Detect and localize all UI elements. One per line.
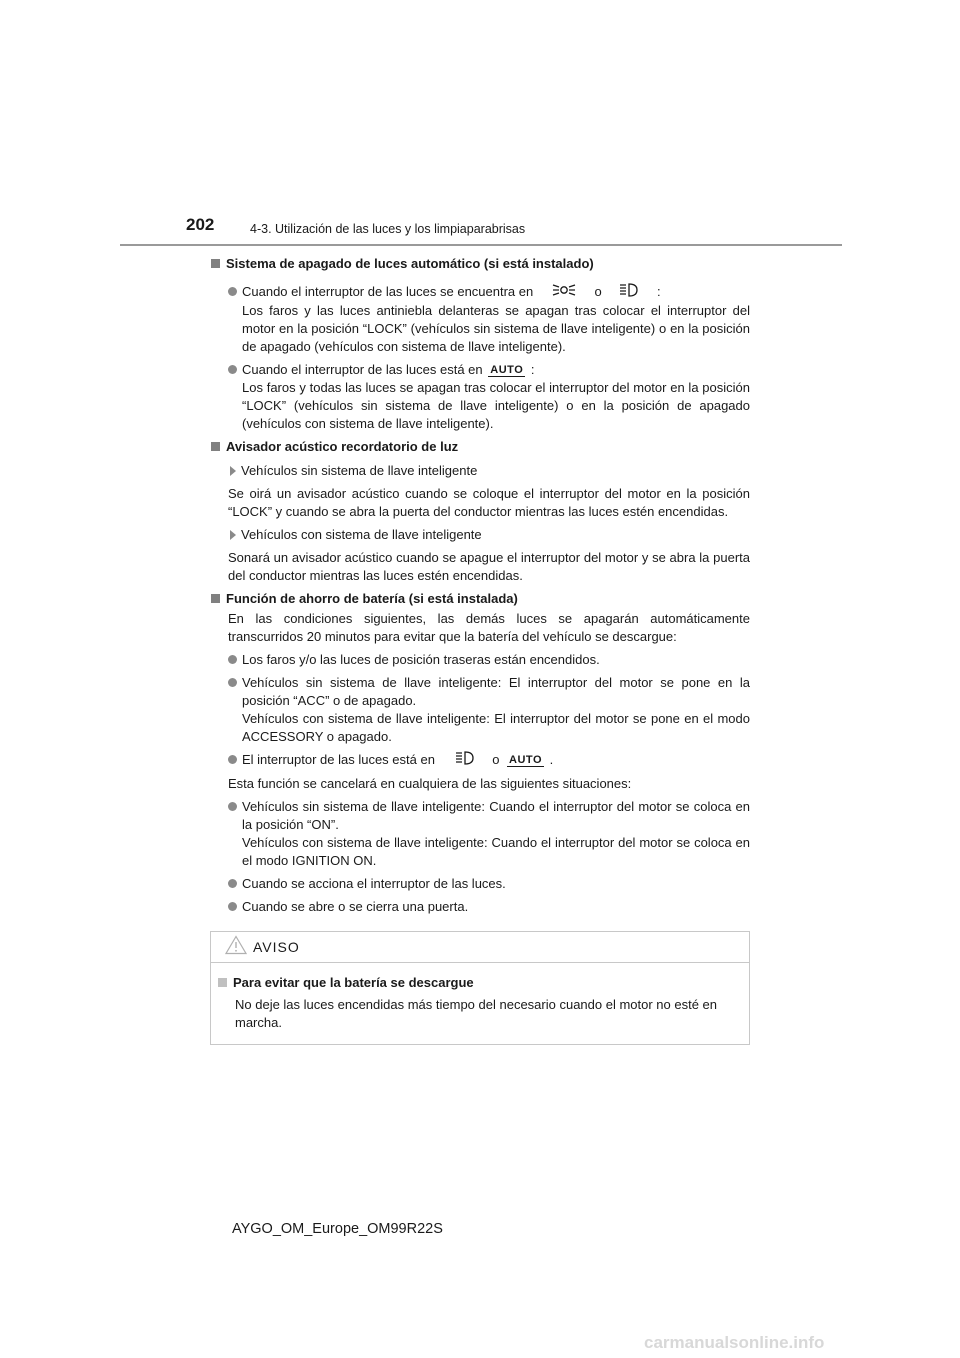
bullet-prefix: El interruptor de las luces está en (242, 752, 435, 768)
list-item (228, 875, 750, 893)
round-bullet-icon (228, 755, 237, 764)
bullet-prefix: Cuando el interruptor de las luces se encuentra en (242, 284, 534, 299)
sub-heading (228, 526, 750, 544)
bullet-body: Los faros y las luces antiniebla delanteras se apagan tras colocar el interruptor del motor en la posición “LOCK” (vehículos sin sistema de llave inteligente) o en la posición de apagado (vehículos con sistema de llave inteligente). (242, 303, 750, 355)
heading-text: Avisador acústico recordatorio de luz (226, 439, 459, 455)
warning-text: No deje las luces encendidas más tiempo del necesario cuando el motor no esté en marcha. (235, 997, 718, 1030)
section-heading-battery-saver (210, 590, 750, 608)
page-content (210, 255, 750, 921)
headlights-icon (455, 751, 475, 770)
heading-text: Sistema de apagado de luces automático (si está instalado) (226, 256, 594, 271)
bullet-body: Los faros y todas las luces se apagan tras colocar el interruptor del motor en la posición “LOCK” (vehículos sin sistema de llave inteligente) o en la posición de apagado (vehículos con sistema de llave inteligente). (242, 380, 750, 432)
list-item (228, 798, 750, 870)
square-bullet-icon (211, 594, 220, 603)
bullet-or: o (594, 284, 602, 299)
headlights-icon (619, 283, 639, 302)
section-header: 4-3. Utilización de las luces y los limpiaparabrisas (250, 222, 526, 236)
list-item (228, 898, 750, 916)
auto-icon: AUTO (490, 364, 524, 377)
bullet-prefix: Cuando el interruptor de las luces está en (242, 362, 483, 378)
bullet-colon: : (530, 362, 535, 378)
bullet-body: Vehículos con sistema de llave inteligente: Cuando el interruptor del motor se coloca en el modo IGNITION ON. (242, 835, 750, 869)
parking-lights-icon (551, 283, 577, 302)
list-item (228, 283, 750, 356)
triangle-bullet-icon (230, 530, 236, 540)
list-item (228, 361, 750, 433)
paragraph: Sonará un avisador acústico cuando se apague el interruptor del motor y se abra la puerta del conductor mientras las luces estén encendidas. (228, 550, 750, 584)
round-bullet-icon (228, 365, 237, 374)
section-heading-reminder-buzzer (210, 438, 750, 456)
paragraph: Esta función se cancelará en cualquiera de las siguientes situaciones: (228, 776, 632, 792)
section-heading-auto-off (210, 255, 750, 273)
bullet-body: Cuando se acciona el interruptor de las luces. (242, 876, 506, 892)
list-item (228, 651, 750, 669)
auto-icon: AUTO (509, 754, 543, 767)
document-footer: AYGO_OM_Europe_OM99R22S (232, 1221, 443, 1237)
square-bullet-icon (211, 442, 220, 451)
warning-box (210, 931, 750, 1045)
warning-body (211, 963, 749, 1032)
sub-heading (228, 462, 750, 480)
round-bullet-icon (228, 902, 237, 911)
square-bullet-icon (211, 259, 220, 268)
paragraph: Se oirá un avisador acústico cuando se coloque el interruptor del motor en la posición “LOCK” y cuando se abra la puerta del conductor mientras las luces estén encendidas. (228, 486, 750, 520)
warning-triangle-icon (225, 935, 247, 960)
round-bullet-icon (228, 879, 237, 888)
warning-header (211, 932, 749, 963)
triangle-bullet-icon (230, 466, 236, 476)
heading-text: Función de ahorro de batería (si está instalada) (226, 591, 518, 607)
bullet-or: o (492, 752, 500, 768)
warning-heading (217, 974, 743, 992)
bullet-end: . (549, 752, 554, 768)
bullet-body: Vehículos sin sistema de llave inteligente: Cuando el interruptor del motor se coloca en la posición “ON”. (242, 799, 750, 833)
heading-text: Para evitar que la batería se descargue (233, 975, 474, 990)
round-bullet-icon (228, 678, 237, 687)
watermark: carmanualsonline.info (644, 1333, 825, 1352)
round-bullet-icon (228, 287, 237, 296)
bullet-body: Cuando se abre o se cierra una puerta. (242, 899, 469, 915)
bullet-body: Vehículos sin sistema de llave inteligente: El interruptor del motor se pone en la posición “ACC” o de apagado. (242, 675, 750, 709)
sub-heading-text: Vehículos sin sistema de llave inteligente (241, 463, 478, 479)
header-divider (120, 244, 842, 246)
list-item (228, 674, 750, 746)
paragraph: En las condiciones siguientes, las demás luces se apagarán automáticamente transcurridos 20 minutos para evitar que la batería del vehículo se descargue: (228, 611, 750, 645)
page-number: 202 (186, 215, 215, 234)
list-item (228, 751, 750, 770)
bullet-body: Los faros y/o las luces de posición traseras están encendidos. (242, 652, 600, 668)
bullet-colon: : (656, 284, 661, 299)
bullet-body: Vehículos con sistema de llave inteligente: El interruptor del motor se pone en el modo ACCESSORY o apagado. (242, 711, 750, 745)
warning-label: AVISO (253, 939, 300, 955)
sub-heading-text: Vehículos con sistema de llave inteligente (241, 527, 482, 543)
square-bullet-icon (218, 978, 227, 987)
round-bullet-icon (228, 655, 237, 664)
round-bullet-icon (228, 802, 237, 811)
